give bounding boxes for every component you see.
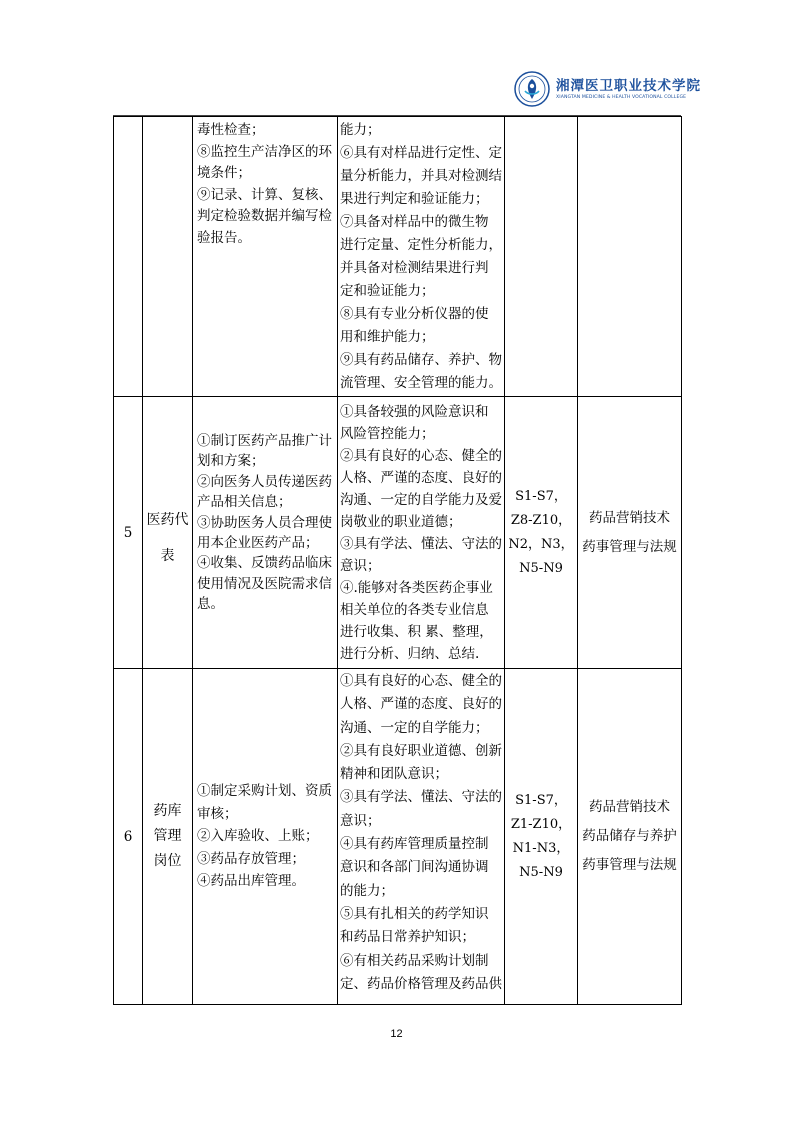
capability-line: 人格、严谨的态度、良好的 <box>340 696 502 713</box>
position-name-line: 医药代 <box>146 511 189 528</box>
position-name-line: 表 <box>160 547 175 564</box>
capability-line: 相关单位的各类专业信息 <box>340 602 489 618</box>
task-line: ①制订医药产品推广计 <box>197 433 332 449</box>
capability-line: ③具有学法、懂法、守法的 <box>340 536 502 552</box>
capability-line: ③具有学法、懂法、守法的 <box>340 789 502 806</box>
standard-line: Z8-Z10， <box>510 512 572 528</box>
capability-line: ②具有良好职业道德、创新 <box>340 742 502 759</box>
capability-line: ⑦具备对样品中的微生物 <box>340 214 489 230</box>
task-line: 毒性检查； <box>197 122 265 138</box>
capability-line: 用和维护能力； <box>340 329 435 345</box>
courses-cell <box>578 117 682 397</box>
table-row <box>114 117 682 397</box>
course-line: 药品营销技术 <box>589 799 670 815</box>
task-line: 产品相关信息； <box>197 494 292 511</box>
capability-line: 意识和各部门间沟通协调 <box>340 859 489 876</box>
job-tasks-cell <box>193 117 338 397</box>
capability-line: 意识； <box>340 812 381 829</box>
course-line: 药品营销技术 <box>589 509 670 526</box>
task-line: ④收集、反馈药品临床 <box>197 555 332 572</box>
task-line: ①制定采购计划、资质 <box>197 783 332 800</box>
capability-line: 量分析能力，并具对检测结 <box>340 168 502 184</box>
capability-line: 和药品日常养护知识； <box>340 929 475 946</box>
table-row <box>114 669 682 1005</box>
position-cell <box>143 397 193 669</box>
task-line: ③协助医务人员合理使 <box>197 514 332 531</box>
task-line: 划和方案； <box>197 453 265 470</box>
position-capability-table <box>113 116 682 1005</box>
capability-line: 定和验证能力； <box>340 283 435 299</box>
school-name-cn: 湘潭医卫职业技术学院 <box>556 77 701 94</box>
capability-line: ⑧具有专业分析仪器的使 <box>340 306 489 322</box>
capability-line: ④具有药库管理质量控制 <box>340 836 489 853</box>
school-seal-icon <box>514 71 550 107</box>
position-cell <box>143 117 193 397</box>
courses-cell <box>578 397 682 669</box>
capability-line: ①具有良好的心态、健全的 <box>340 673 502 689</box>
school-name-en: XIANGTAN MEDICINE & HEALTH VOCATIONAL COLLEGE <box>556 94 687 100</box>
task-line: 息。 <box>197 596 224 613</box>
standard-line: N5-N9 <box>519 560 563 576</box>
capability-line: 人格、严谨的态度、良好的 <box>340 470 502 486</box>
standards-cell <box>505 397 578 669</box>
capability-line: 意识； <box>340 558 381 574</box>
standard-line: S1-S7， <box>515 792 567 808</box>
task-line: ③药品存放管理； <box>197 850 305 867</box>
capability-line: 进行分析、归纳、总结. <box>340 646 480 662</box>
standard-line: Z1-Z10， <box>510 816 572 832</box>
standard-line: S1-S7， <box>515 488 567 504</box>
capability-line: 进行定量、定性分析能力， <box>340 237 502 253</box>
course-line: 药事管理与法规 <box>582 857 677 873</box>
capability-line: ④.能够对各类医药企事业 <box>340 580 493 596</box>
row-index-cell: 5 <box>114 397 143 669</box>
capability-line: 定、药品价格管理及药品供 <box>340 975 502 992</box>
capability-line: ⑥具有对样品进行定性、定 <box>340 145 502 161</box>
row-index-cell <box>114 117 143 397</box>
capability-line: 果进行判定和验证能力； <box>340 191 489 207</box>
standard-line: N5-N9 <box>519 864 563 880</box>
capability-line: 精神和团队意识； <box>340 766 448 783</box>
task-line: ④药品出库管理。 <box>197 873 305 890</box>
page-number: 12 <box>390 1028 403 1040</box>
capability-line: ⑥有相关药品采购计划制 <box>340 952 489 969</box>
table-row <box>114 397 682 669</box>
course-line: 药品储存与养护 <box>582 828 677 844</box>
course-line: 药事管理与法规 <box>582 538 677 555</box>
capability-line: 沟通、一定的自学能力及爱 <box>340 492 502 508</box>
capability-line: ①具备较强的风险意识和 <box>340 404 489 420</box>
task-line: 判定检验数据并编写检 <box>197 208 332 224</box>
task-line: ②入库验收、上账； <box>197 828 319 845</box>
position-cell <box>143 669 193 1005</box>
capability-line: ②具有良好的心态、健全的 <box>340 448 502 464</box>
capabilities-cell <box>338 117 505 397</box>
capability-line: 沟通、一定的自学能力； <box>340 719 489 736</box>
capability-line: 能力； <box>340 122 381 138</box>
capability-line: 的能力； <box>340 882 394 899</box>
school-logo <box>514 68 714 110</box>
task-line: 境条件； <box>197 165 251 181</box>
position-name-line: 管理 <box>153 828 182 844</box>
capability-line: 并具备对检测结果进行判 <box>340 260 489 276</box>
position-name-line: 岗位 <box>153 853 182 869</box>
capability-line: 岗敬业的职业道德； <box>340 514 462 530</box>
capabilities-cell <box>338 397 505 669</box>
position-name-line: 药库 <box>153 803 182 819</box>
standard-line: N2，N3， <box>508 536 574 552</box>
standards-cell <box>505 669 578 1005</box>
job-tasks-cell <box>193 669 338 1005</box>
courses-cell <box>578 669 682 1005</box>
task-line: 审核； <box>197 805 238 822</box>
standard-line: N1-N3， <box>512 840 570 856</box>
task-line: ⑧监控生产洁净区的环 <box>197 143 332 160</box>
capability-line: 进行收集、积 累、整理， <box>340 624 493 640</box>
job-tasks-cell <box>193 397 338 669</box>
capability-line: ⑤具有扎相关的药学知识 <box>340 905 489 922</box>
task-line: 用本企业医药产品； <box>197 535 319 552</box>
task-line: 使用情况及医院需求信 <box>197 575 332 592</box>
task-line: 验报告。 <box>197 229 251 246</box>
capability-line: 风险管控能力； <box>340 426 435 442</box>
standards-cell <box>505 117 578 397</box>
task-line: ②向医务人员传递医药 <box>197 473 332 490</box>
task-line: ⑨记录、计算、复核、 <box>197 186 332 203</box>
capability-line: 流管理、安全管理的能力。 <box>340 375 502 391</box>
capability-line: ⑨具有药品储存、养护、物 <box>340 352 502 368</box>
row-index-cell: 6 <box>114 669 143 1005</box>
capabilities-cell <box>338 669 505 1005</box>
